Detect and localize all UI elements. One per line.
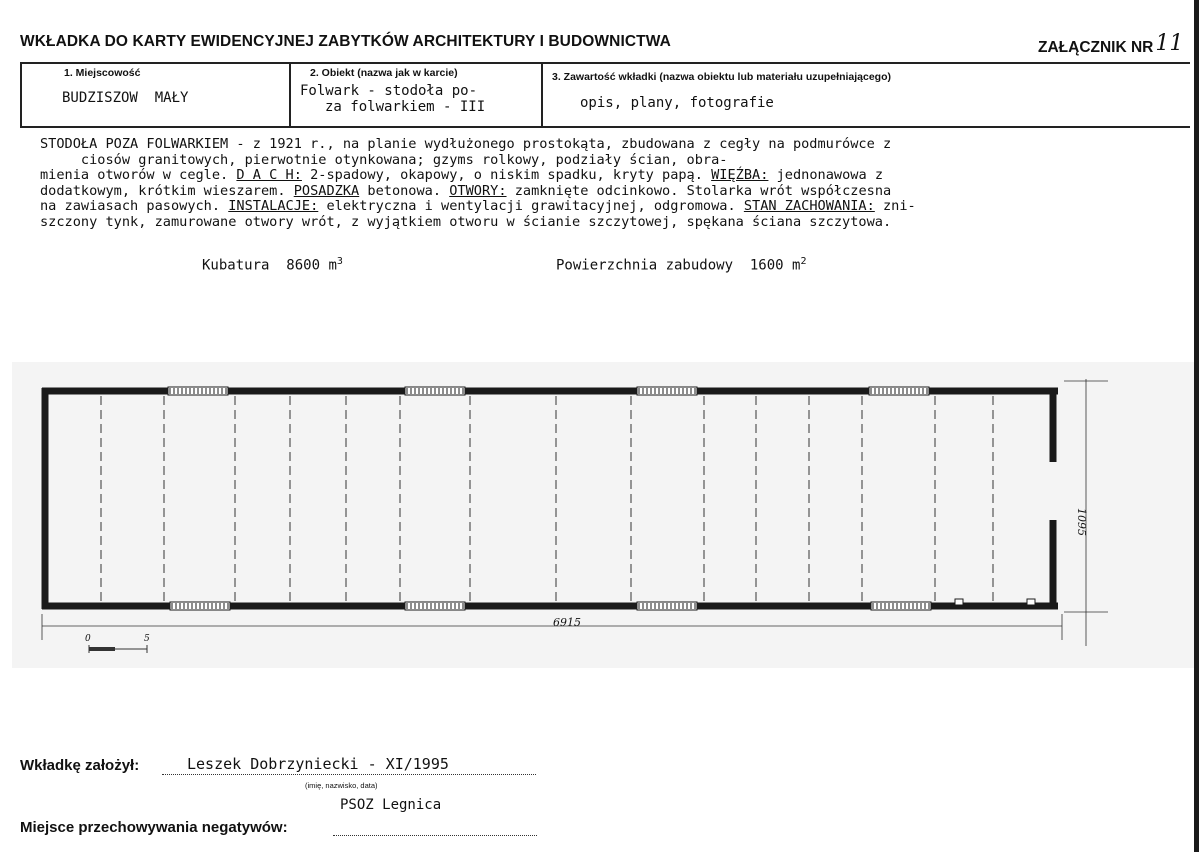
locality-label: 1. Miejscowość [64, 67, 141, 79]
desc-text: 2-spadowy, okapowy, o niskim spadku, kryty papą. [301, 167, 712, 184]
negatives-dotted-line [333, 834, 537, 836]
annex-number: 11 [1155, 31, 1184, 56]
desc-text: zamknięte odcinkowo. Stolarka wrót współczesna [506, 182, 892, 199]
author-value: Leszek Dobrzyniecki - XI/1995 [187, 755, 449, 773]
desc-text: betonowa. [359, 182, 450, 199]
desc-text: zni- [874, 198, 916, 215]
desc-text: na zawiasach pasowych. [40, 198, 229, 215]
desc-text: dodatkowym, krótkim wieszarem. [40, 182, 294, 199]
author-note: (imię, nazwisko, data) [305, 781, 378, 790]
heading-truss: WIĘŹBA: [711, 167, 769, 184]
heading-roof: D A C H: [236, 167, 302, 184]
volume-exponent: 3 [336, 256, 343, 267]
small-opening-2 [1027, 599, 1035, 605]
volume-value: 8600 m [286, 257, 337, 274]
width-dimension-label: 1095 [1075, 508, 1088, 536]
document-title: WKŁADKA DO KARTY EWIDENCYJNEJ ZABYTKÓW ARCHITEKTURY I BUDOWNICTWA [20, 33, 671, 50]
scale-bar-fill [89, 647, 115, 651]
area-exponent: 2 [800, 256, 807, 267]
contents-value: opis, plany, fotografie [580, 95, 774, 111]
heading-floor: POSADZKA [293, 182, 360, 199]
object-value-line2: za folwarkiem - III [325, 99, 486, 115]
negatives-label: Miejsce przechowywania negatywów: [20, 819, 288, 836]
contents-label: 3. Zawartość wkładki (nazwa obiektu lub materiału uzupełniającego) [552, 71, 891, 83]
heading-installations: INSTALACJE: [228, 198, 319, 215]
object-value-line1: Folwark - stodoła po- [300, 83, 478, 99]
author-dotted-line [162, 773, 536, 775]
desc-text: STODOŁA POZA FOLWARKIEM - z 1921 r., na planie wydłużonego prostokąta, zbudowana z cegły na podmurówce z [40, 136, 892, 152]
locality-value: BUDZISZOW MAŁY [62, 90, 189, 106]
scale-start-label: 0 [85, 634, 91, 644]
area-label: Powierzchnia zabudowy [556, 257, 734, 274]
desc-text: jednonawowa z [768, 167, 883, 184]
desc-text: ciosów granitowych, pierwotnie otynkowana; gzyms rolkowy, podziały ścian, obra- [40, 151, 728, 168]
heading-condition: STAN ZACHOWANIA: [743, 198, 875, 215]
author-label: Wkładkę założył: [20, 757, 140, 774]
annex-label-text: ZAŁĄCZNIK NR [1038, 39, 1154, 56]
institution: PSOZ Legnica [340, 797, 442, 813]
volume-label: Kubatura [202, 257, 270, 274]
small-opening-1 [955, 599, 963, 605]
gate-hatching [170, 388, 929, 609]
area-value: 1600 m [749, 257, 801, 274]
desc-text: mienia otworów w cegle. [40, 167, 237, 184]
scale-end-label: 5 [144, 634, 150, 644]
object-label: 2. Obiekt (nazwa jak w karcie) [310, 67, 458, 79]
length-dimension-label: 6915 [553, 616, 581, 629]
heading-openings: OTWORY: [449, 182, 507, 199]
desc-text: elektryczna i wentylacji grawitacyjnej, odgromowa. [318, 198, 744, 215]
desc-text: szczony tynk, zamurowane otwory wrót, z wyjątkiem otworu w ścianie szczytowej, spękana ściana szczytowa. [40, 213, 892, 230]
